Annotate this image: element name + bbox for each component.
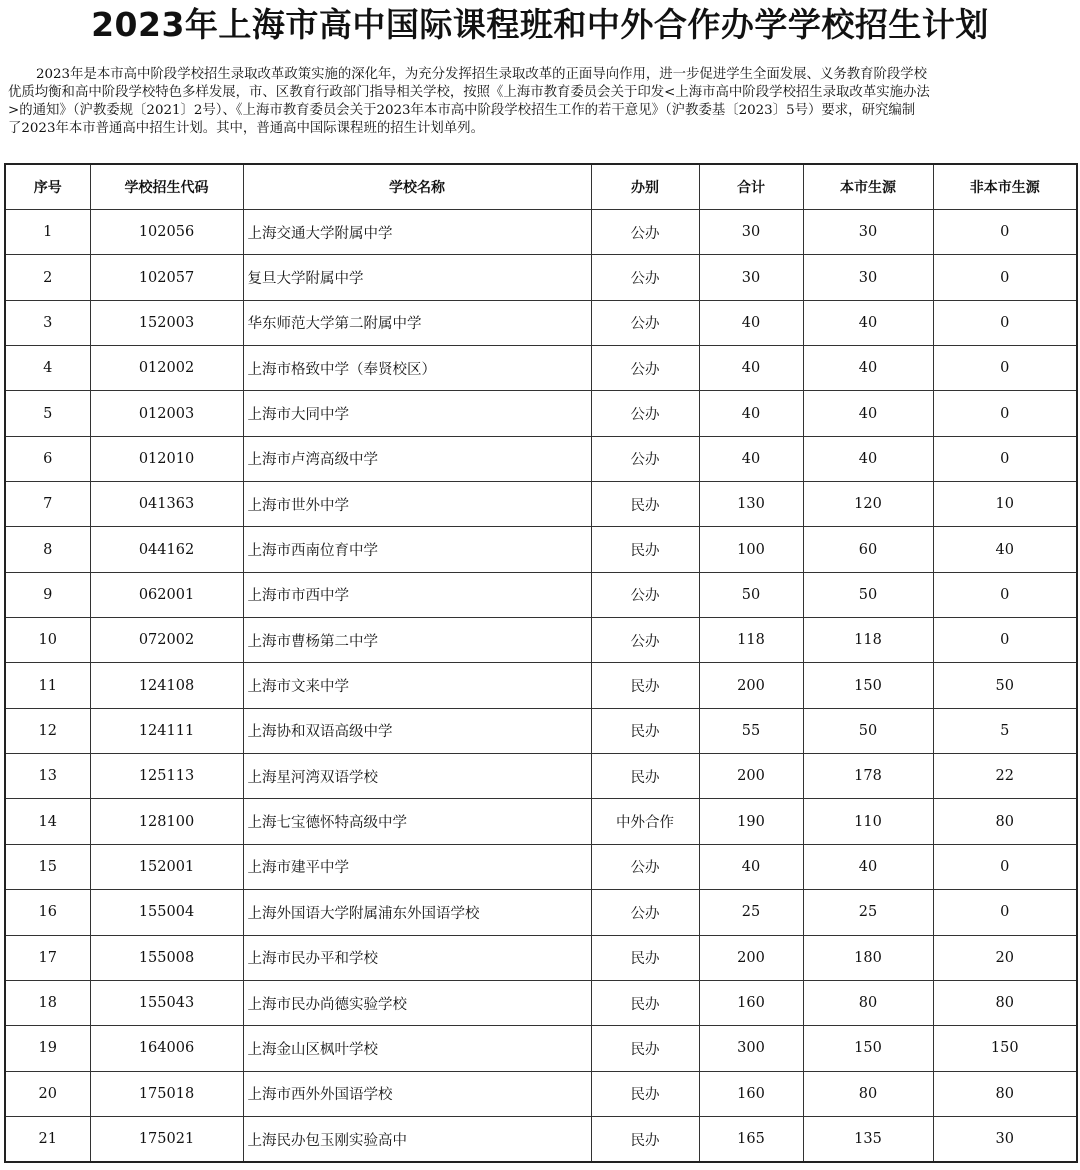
table-row (5, 346, 1077, 391)
local-students-cell: 120 (803, 482, 933, 527)
total-cell: 40 (699, 391, 803, 436)
school-code-cell: 175018 (90, 1071, 243, 1116)
row-index-cell: 12 (5, 708, 90, 753)
nonlocal-students-cell: 0 (933, 346, 1077, 391)
row-index-cell: 16 (5, 890, 90, 935)
nonlocal-students-cell: 5 (933, 708, 1077, 753)
school-code-cell: 125113 (90, 754, 243, 799)
school-name-cell: 上海市文来中学 (243, 663, 591, 708)
school-type-cell: 民办 (591, 1071, 699, 1116)
total-cell: 300 (699, 1026, 803, 1071)
school-code-cell: 041363 (90, 482, 243, 527)
nonlocal-students-cell: 40 (933, 527, 1077, 572)
school-name-cell: 上海星河湾双语学校 (243, 754, 591, 799)
nonlocal-students-cell: 20 (933, 935, 1077, 980)
school-name-cell: 上海市格致中学（奉贤校区） (243, 346, 591, 391)
school-name-cell: 上海市世外中学 (243, 482, 591, 527)
table-row (5, 754, 1077, 799)
local-students-cell: 40 (803, 346, 933, 391)
row-index-cell: 19 (5, 1026, 90, 1071)
row-index-cell: 5 (5, 391, 90, 436)
school-type-cell: 民办 (591, 935, 699, 980)
school-type-cell: 民办 (591, 1026, 699, 1071)
total-cell: 165 (699, 1116, 803, 1162)
school-type-cell: 公办 (591, 346, 699, 391)
local-students-cell: 50 (803, 708, 933, 753)
total-cell: 200 (699, 663, 803, 708)
school-type-cell: 公办 (591, 436, 699, 481)
nonlocal-students-cell: 80 (933, 980, 1077, 1025)
nonlocal-students-cell: 30 (933, 1116, 1077, 1162)
total-cell: 200 (699, 754, 803, 799)
school-name-cell: 上海市建平中学 (243, 844, 591, 889)
intro-paragraph (8, 66, 1072, 138)
school-name-cell: 上海市西外外国语学校 (243, 1071, 591, 1116)
school-type-cell: 民办 (591, 482, 699, 527)
total-cell: 30 (699, 210, 803, 255)
local-students-cell: 110 (803, 799, 933, 844)
total-cell: 160 (699, 1071, 803, 1116)
school-type-cell: 公办 (591, 300, 699, 345)
table-row (5, 935, 1077, 980)
table-row (5, 391, 1077, 436)
school-name-cell: 上海市市西中学 (243, 572, 591, 617)
school-name-cell: 上海市卢湾高级中学 (243, 436, 591, 481)
school-code-cell: 012002 (90, 346, 243, 391)
school-code-cell: 102057 (90, 255, 243, 300)
table-row (5, 890, 1077, 935)
total-cell: 190 (699, 799, 803, 844)
row-index-cell: 21 (5, 1116, 90, 1162)
table-row (5, 1116, 1077, 1162)
school-code-cell: 152003 (90, 300, 243, 345)
table-row (5, 300, 1077, 345)
row-index-cell: 13 (5, 754, 90, 799)
row-index-cell: 18 (5, 980, 90, 1025)
local-students-cell: 80 (803, 1071, 933, 1116)
row-index-cell: 15 (5, 844, 90, 889)
table-row (5, 1026, 1077, 1071)
school-name-cell: 华东师范大学第二附属中学 (243, 300, 591, 345)
school-type-cell: 公办 (591, 890, 699, 935)
row-index-cell: 3 (5, 300, 90, 345)
school-code-cell: 155043 (90, 980, 243, 1025)
school-type-cell: 公办 (591, 844, 699, 889)
row-index-cell: 1 (5, 210, 90, 255)
nonlocal-students-cell: 10 (933, 482, 1077, 527)
local-students-cell: 80 (803, 980, 933, 1025)
school-name-cell: 上海七宝德怀特高级中学 (243, 799, 591, 844)
local-students-cell: 150 (803, 663, 933, 708)
school-code-cell: 175021 (90, 1116, 243, 1162)
nonlocal-students-cell: 0 (933, 391, 1077, 436)
local-students-cell: 25 (803, 890, 933, 935)
local-students-cell: 40 (803, 844, 933, 889)
local-students-cell: 60 (803, 527, 933, 572)
nonlocal-students-cell: 80 (933, 1071, 1077, 1116)
row-index-cell: 7 (5, 482, 90, 527)
row-index-cell: 17 (5, 935, 90, 980)
total-cell: 55 (699, 708, 803, 753)
school-type-cell: 中外合作 (591, 799, 699, 844)
local-students-cell: 30 (803, 210, 933, 255)
nonlocal-students-cell: 0 (933, 844, 1077, 889)
intro-line: 优质均衡和高中阶段学校特色多样发展，市、区教育行政部门指导相关学校，按照《上海市教育委员会关于印发<上海市高中阶段学校招生录取改革实施办法 (8, 85, 930, 100)
total-cell: 30 (699, 255, 803, 300)
total-cell: 40 (699, 436, 803, 481)
school-name-cell: 上海市曹杨第二中学 (243, 618, 591, 663)
table-body (5, 210, 1077, 1163)
local-students-cell: 40 (803, 391, 933, 436)
total-cell: 40 (699, 844, 803, 889)
school-code-cell: 012010 (90, 436, 243, 481)
page-title: 2023年上海市高中国际课程班和中外合作办学学校招生计划 (91, 5, 989, 44)
local-students-cell: 150 (803, 1026, 933, 1071)
header-local-students: 本市生源 (803, 164, 933, 210)
school-type-cell: 公办 (591, 618, 699, 663)
school-name-cell: 上海市民办尚德实验学校 (243, 980, 591, 1025)
school-type-cell: 民办 (591, 663, 699, 708)
nonlocal-students-cell: 0 (933, 618, 1077, 663)
local-students-cell: 135 (803, 1116, 933, 1162)
total-cell: 50 (699, 572, 803, 617)
total-cell: 200 (699, 935, 803, 980)
school-type-cell: 民办 (591, 980, 699, 1025)
local-students-cell: 40 (803, 436, 933, 481)
header-total: 合计 (699, 164, 803, 210)
school-type-cell: 公办 (591, 391, 699, 436)
table-row (5, 799, 1077, 844)
school-name-cell: 复旦大学附属中学 (243, 255, 591, 300)
total-cell: 118 (699, 618, 803, 663)
table-row (5, 980, 1077, 1025)
school-code-cell: 062001 (90, 572, 243, 617)
header-school-type: 办别 (591, 164, 699, 210)
school-type-cell: 公办 (591, 572, 699, 617)
total-cell: 40 (699, 300, 803, 345)
local-students-cell: 180 (803, 935, 933, 980)
local-students-cell: 178 (803, 754, 933, 799)
table-row (5, 210, 1077, 255)
local-students-cell: 50 (803, 572, 933, 617)
school-name-cell: 上海外国语大学附属浦东外国语学校 (243, 890, 591, 935)
table-row (5, 255, 1077, 300)
row-index-cell: 2 (5, 255, 90, 300)
row-index-cell: 14 (5, 799, 90, 844)
total-cell: 25 (699, 890, 803, 935)
row-index-cell: 4 (5, 346, 90, 391)
nonlocal-students-cell: 0 (933, 210, 1077, 255)
table-row (5, 844, 1077, 889)
table-row (5, 1071, 1077, 1116)
table-row (5, 527, 1077, 572)
local-students-cell: 40 (803, 300, 933, 345)
school-name-cell: 上海协和双语高级中学 (243, 708, 591, 753)
header-index: 序号 (5, 164, 90, 210)
school-type-cell: 民办 (591, 527, 699, 572)
table-row (5, 572, 1077, 617)
school-type-cell: 公办 (591, 210, 699, 255)
nonlocal-students-cell: 80 (933, 799, 1077, 844)
table-row (5, 618, 1077, 663)
nonlocal-students-cell: 0 (933, 890, 1077, 935)
enrollment-plan-table (4, 163, 1078, 1163)
school-type-cell: 民办 (591, 708, 699, 753)
school-code-cell: 124108 (90, 663, 243, 708)
header-school-code: 学校招生代码 (90, 164, 243, 210)
school-name-cell: 上海金山区枫叶学校 (243, 1026, 591, 1071)
intro-line: 2023年是本市高中阶段学校招生录取改革政策实施的深化年，为充分发挥招生录取改革的正面导向作用，进一步促进学生全面发展、义务教育阶段学校 (36, 67, 928, 82)
school-type-cell: 公办 (591, 255, 699, 300)
school-code-cell: 124111 (90, 708, 243, 753)
school-type-cell: 民办 (591, 1116, 699, 1162)
school-name-cell: 上海市大同中学 (243, 391, 591, 436)
school-code-cell: 164006 (90, 1026, 243, 1071)
total-cell: 40 (699, 346, 803, 391)
nonlocal-students-cell: 150 (933, 1026, 1077, 1071)
nonlocal-students-cell: 0 (933, 436, 1077, 481)
row-index-cell: 8 (5, 527, 90, 572)
school-code-cell: 072002 (90, 618, 243, 663)
nonlocal-students-cell: 0 (933, 300, 1077, 345)
school-name-cell: 上海交通大学附属中学 (243, 210, 591, 255)
total-cell: 160 (699, 980, 803, 1025)
nonlocal-students-cell: 50 (933, 663, 1077, 708)
local-students-cell: 30 (803, 255, 933, 300)
table-row (5, 708, 1077, 753)
table-header-row (5, 164, 1077, 210)
school-type-cell: 民办 (591, 754, 699, 799)
row-index-cell: 9 (5, 572, 90, 617)
total-cell: 100 (699, 527, 803, 572)
total-cell: 130 (699, 482, 803, 527)
row-index-cell: 10 (5, 618, 90, 663)
school-code-cell: 102056 (90, 210, 243, 255)
row-index-cell: 20 (5, 1071, 90, 1116)
intro-line: >的通知》（沪教委规〔2021〕2号）、《上海市教育委员会关于2023年本市高中阶段学校招生工作的若干意见》（沪教委基〔2023〕5号）要求，研究编制 (8, 103, 916, 118)
local-students-cell: 118 (803, 618, 933, 663)
nonlocal-students-cell: 0 (933, 572, 1077, 617)
nonlocal-students-cell: 0 (933, 255, 1077, 300)
table-row (5, 482, 1077, 527)
nonlocal-students-cell: 22 (933, 754, 1077, 799)
school-code-cell: 128100 (90, 799, 243, 844)
school-code-cell: 155008 (90, 935, 243, 980)
table-row (5, 436, 1077, 481)
school-code-cell: 044162 (90, 527, 243, 572)
table-row (5, 663, 1077, 708)
header-school-name: 学校名称 (243, 164, 591, 210)
school-name-cell: 上海市西南位育中学 (243, 527, 591, 572)
row-index-cell: 6 (5, 436, 90, 481)
row-index-cell: 11 (5, 663, 90, 708)
school-name-cell: 上海市民办平和学校 (243, 935, 591, 980)
header-nonlocal-students: 非本市生源 (933, 164, 1077, 210)
school-name-cell: 上海民办包玉刚实验高中 (243, 1116, 591, 1162)
intro-line: 了2023年本市普通高中招生计划。其中，普通高中国际课程班的招生计划单列。 (8, 121, 484, 136)
school-code-cell: 155004 (90, 890, 243, 935)
school-code-cell: 012003 (90, 391, 243, 436)
school-code-cell: 152001 (90, 844, 243, 889)
